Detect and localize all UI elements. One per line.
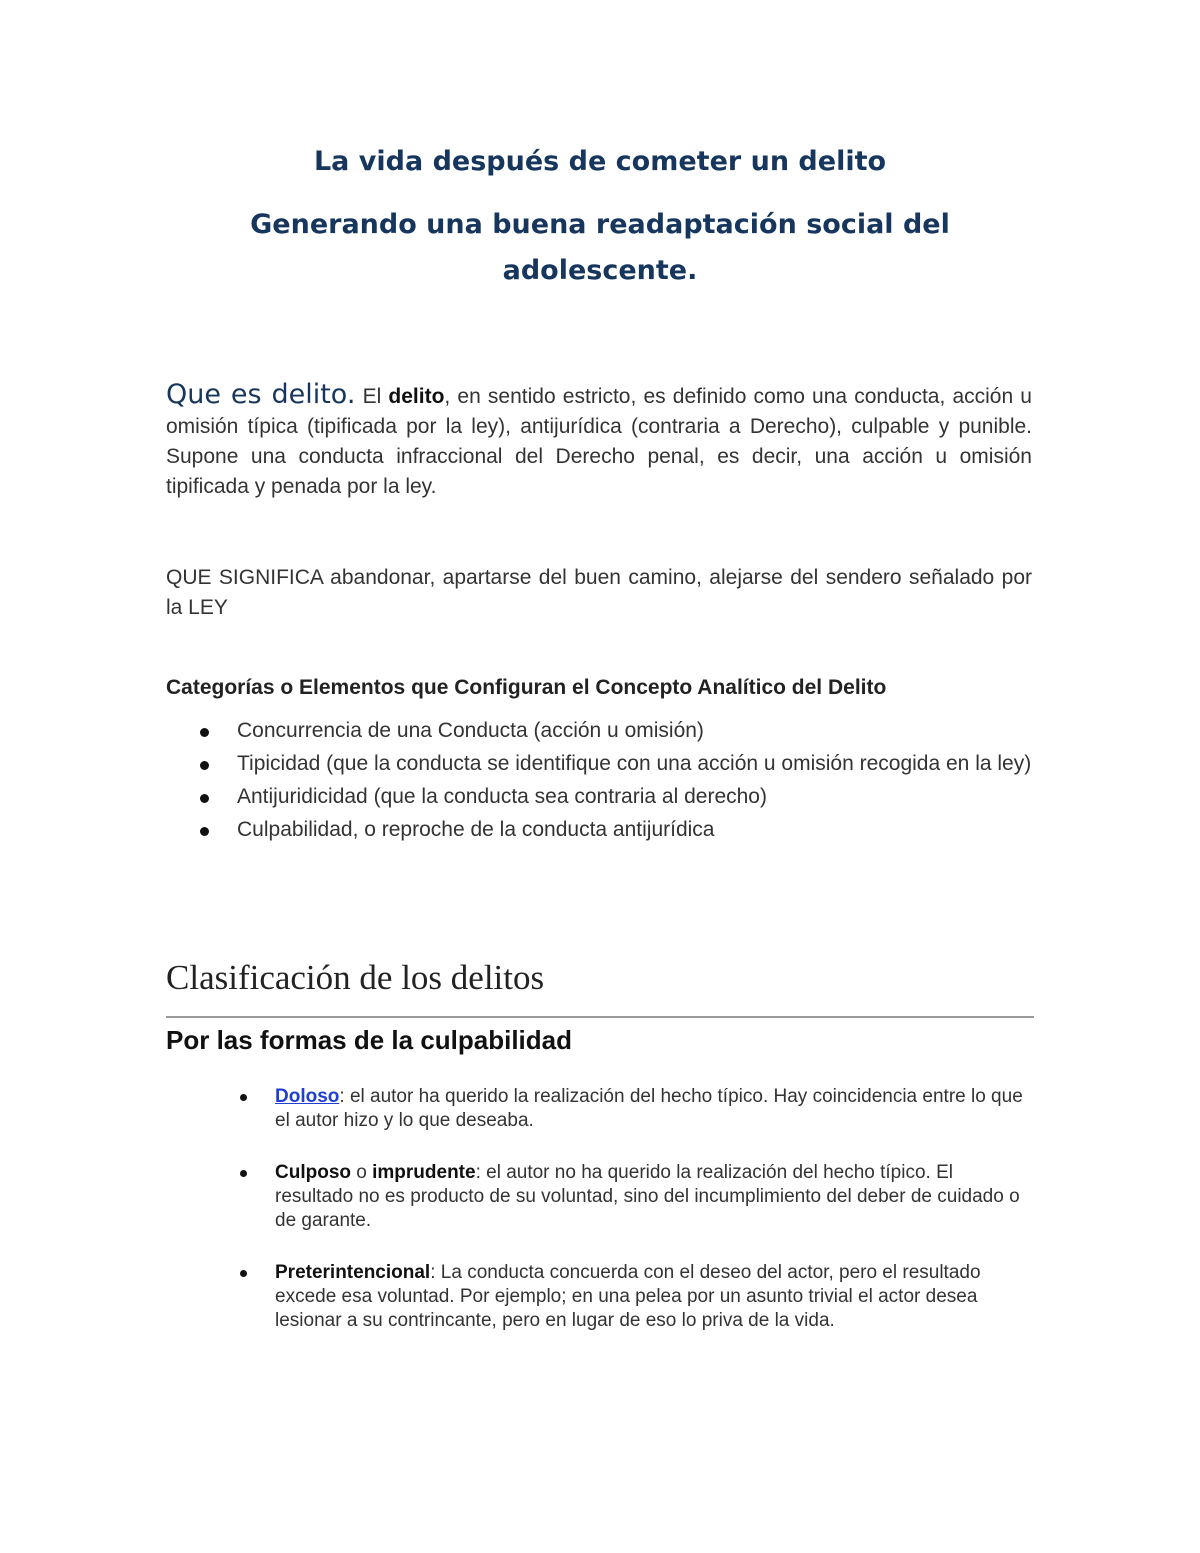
culposo-text: : el autor no ha querido la realización del hecho típico. El resultado no es producto de su voluntad, sino del incumplimiento del deber de cuidado o de garante. xyxy=(275,1162,1020,1231)
doloso-text: : el autor ha querido la realización del hecho típico. Hay coincidencia entre lo que el autor hizo y lo que deseaba. xyxy=(275,1086,1023,1131)
categories-heading: Categorías o Elementos que Configuran el Concepto Analítico del Delito xyxy=(166,676,887,699)
list-item-culposo xyxy=(166,1161,1032,1233)
bullet-icon xyxy=(240,1094,247,1101)
classification-heading: Clasificación de los delitos xyxy=(166,958,545,997)
definition-paragraph xyxy=(166,380,1032,502)
bullet-icon xyxy=(200,827,209,836)
document-title: La vida después de cometer un delito xyxy=(313,146,887,177)
section-divider xyxy=(166,1016,1034,1018)
list-item xyxy=(166,717,1032,744)
bullet-icon xyxy=(240,1270,247,1277)
list-item-text: Tipicidad (que la conducta se identifique con una acción u omisión recogida en la ley) xyxy=(237,752,1032,775)
list-item xyxy=(166,816,1032,843)
bullet-icon xyxy=(200,794,209,803)
title-block xyxy=(166,140,1034,294)
bullet-icon xyxy=(200,761,209,770)
culposo-term: Culposo xyxy=(275,1162,351,1183)
list-item-text: Culpabilidad, o reproche de la conducta antijurídica xyxy=(237,818,715,841)
bullet-icon xyxy=(200,728,209,737)
culpability-list xyxy=(166,1085,1032,1361)
categories-list xyxy=(166,717,1032,849)
list-item-doloso xyxy=(166,1085,1032,1133)
document-subtitle: Generando una buena readaptación social del adolescente. xyxy=(250,209,950,286)
list-item-text: Antijuridicidad (que la conducta sea contraria al derecho) xyxy=(237,785,767,808)
doloso-link[interactable]: Doloso xyxy=(275,1086,340,1107)
significa-paragraph: QUE SIGNIFICA abandonar, apartarse del buen camino, alejarse del sendero señalado por la LEY xyxy=(166,566,1032,619)
list-item-text: Concurrencia de una Conducta (acción u omisión) xyxy=(237,719,704,742)
preterintencional-term: Preterintencional xyxy=(275,1262,431,1283)
definition-el: El xyxy=(355,385,389,408)
list-item xyxy=(166,750,1032,777)
preterintencional-text: : La conducta concuerda con el deseo del actor, pero el resultado excede esa voluntad. Por ejemplo; en una pelea por un asunto trivial el actor desea lesionar a su contrincante, pero en lugar de eso lo priva de la vida. xyxy=(275,1262,981,1331)
bullet-icon xyxy=(240,1170,247,1177)
definition-term: delito xyxy=(388,385,445,408)
definition-text: , en sentido estricto, es definido como una conducta, acción u omisión típica (tipificada por la ley), antijurídica (contraria a Derecho), culpable y punible. Supone una conducta infraccional del Derecho penal, es decir, una acción u omisión tipificada y penada por la ley. xyxy=(166,385,1032,498)
list-item xyxy=(166,783,1032,810)
definition-lead: Que es delito. xyxy=(166,379,356,410)
culpability-heading: Por las formas de la culpabilidad xyxy=(166,1025,573,1055)
imprudente-term: imprudente xyxy=(372,1162,476,1183)
list-item-preterintencional xyxy=(166,1261,1032,1333)
culposo-connector: o xyxy=(351,1162,373,1183)
